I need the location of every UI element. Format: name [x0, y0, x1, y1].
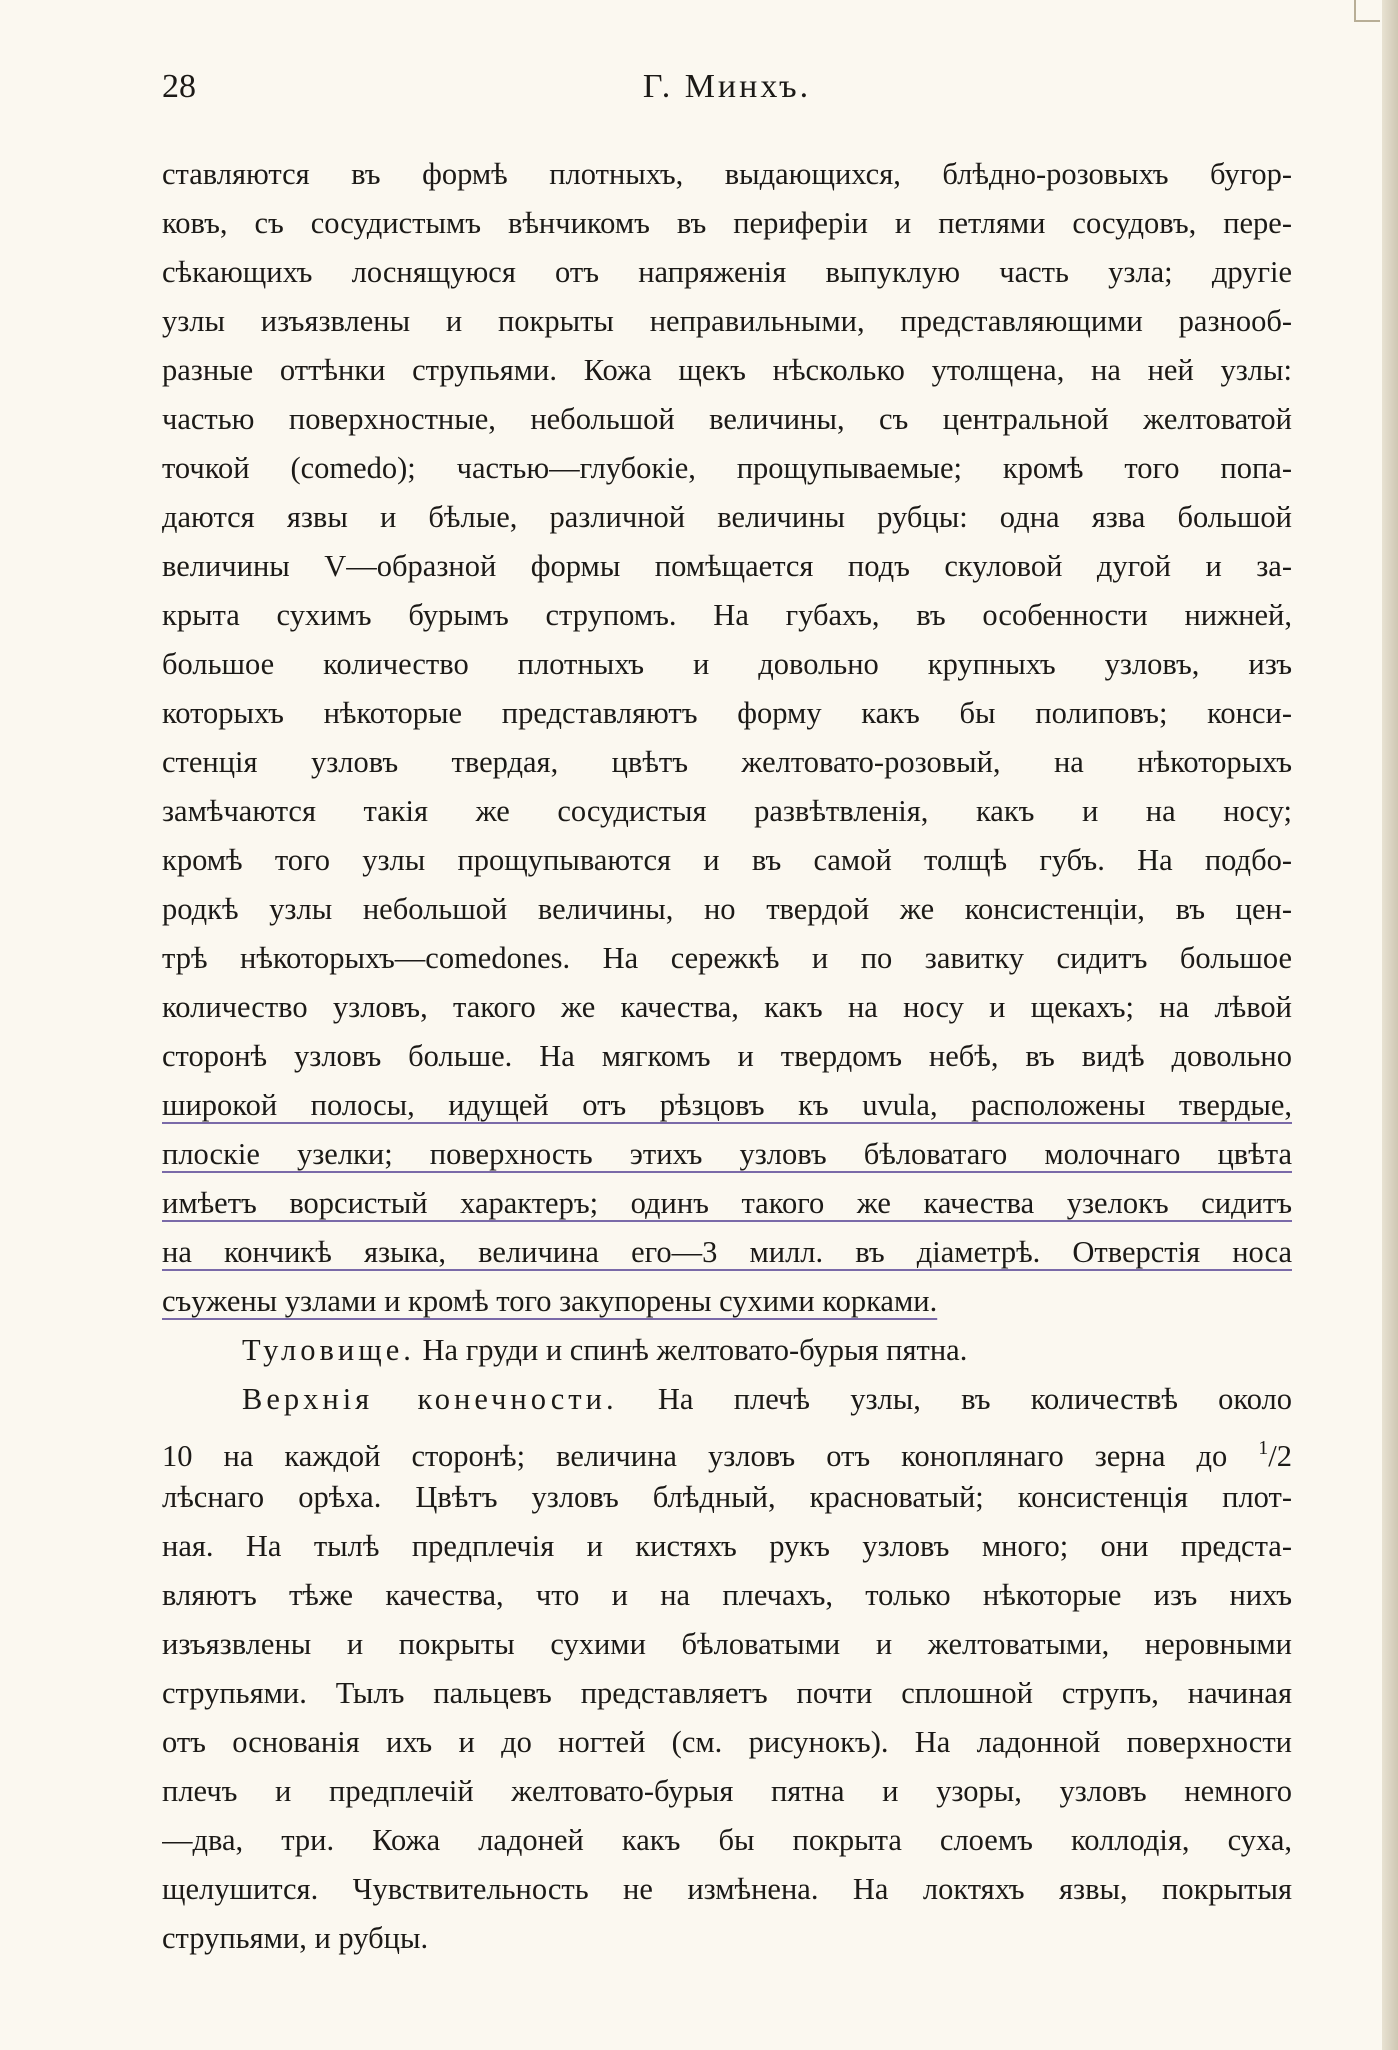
text-line: частью поверхностные, небольшой величины, съ центральной желтоватой: [162, 402, 1292, 436]
text-line: сѣкающихъ лоснящуюся отъ напряженія выпуклую часть узла; другіе: [162, 255, 1292, 289]
text-line-underlined: плоскіе узелки; поверхность этихъ узловъ бѣловатаго молочнаго цвѣта: [162, 1137, 1292, 1171]
text-line: крыта сухимъ бурымъ струпомъ. На губахъ, въ особенности нижней,: [162, 598, 1292, 632]
text-line-underlined: съужены узлами и кромѣ того закупорены сухими корками.: [162, 1284, 938, 1318]
text-line-underlined: широкой полосы, идущей отъ рѣзцовъ къ uvula, расположены твердые,: [162, 1088, 1292, 1122]
text-line: плечъ и предплечій желтовато-бурыя пятна и узоры, узловъ немного: [162, 1774, 1292, 1808]
text-line: струпьями. Тылъ пальцевъ представляетъ почти сплошной струпъ, начиная: [162, 1676, 1292, 1710]
text-line: изъязвлены и покрыты сухими бѣловатыми и желтоватыми, неровными: [162, 1627, 1292, 1661]
text-line: родкѣ узлы небольшой величины, но твердой же консистенціи, въ цен-: [162, 892, 1292, 926]
text-line: узлы изъязвлены и покрыты неправильными, представляющими разнооб-: [162, 304, 1292, 338]
text-line: стенція узловъ твердая, цвѣтъ желтовато-розовый, на нѣкоторыхъ: [162, 745, 1292, 779]
fraction-numerator: 1: [1258, 1437, 1269, 1459]
text-line: количество узловъ, такого же качества, какъ на носу и щекахъ; на лѣвой: [162, 990, 1292, 1024]
text-line: разные оттѣнки струпьями. Кожа щекъ нѣсколько утолщена, на ней узлы:: [162, 353, 1292, 387]
text-line-underlined: имѣетъ ворсистый характеръ; одинъ такого же качества узелокъ сидитъ: [162, 1186, 1292, 1220]
section-upper-limbs: [162, 1375, 1292, 1424]
running-head: Г. Минхъ.: [642, 68, 812, 105]
text-line: замѣчаются такія же сосудистыя развѣтвленія, какъ и на носу;: [162, 794, 1292, 828]
text-line: ставляются въ формѣ плотныхъ, выдающихся, блѣдно-розовыхъ бугор-: [162, 157, 1292, 191]
section-heading: Туловище.: [242, 1333, 415, 1367]
page-edge: [1382, 0, 1398, 2050]
section-text: На груди и спинѣ желтовато-бурыя пятна.: [422, 1333, 968, 1367]
section-heading: Верхнія конечности.: [242, 1382, 618, 1416]
fraction-denominator: /2: [1268, 1439, 1292, 1473]
text-line: кромѣ того узлы прощупываются и въ самой толщѣ губъ. На подбо-: [162, 843, 1292, 877]
text-line: точкой (comedo); частью—глубокіе, прощупываемые; кромѣ того попа-: [162, 451, 1292, 485]
text-line: даются язвы и бѣлые, различной величины рубцы: одна язва большой: [162, 500, 1292, 534]
page-header: [162, 68, 1292, 118]
text-line: [162, 1424, 1292, 1473]
text-line: отъ основанія ихъ и до ногтей (см. рисунокъ). На ладонной поверхности: [162, 1725, 1292, 1759]
body-text: [162, 150, 1292, 1963]
text-line: сторонѣ узловъ больше. На мягкомъ и твердомъ небѣ, въ видѣ довольно: [162, 1039, 1292, 1073]
text-line: большое количество плотныхъ и довольно крупныхъ узловъ, изъ: [162, 647, 1292, 681]
text-line: лѣснаго орѣха. Цвѣтъ узловъ блѣдный, красноватый; консистенція плот-: [162, 1480, 1292, 1514]
text-line: щелушится. Чувствительность не измѣнена. На локтяхъ язвы, покрытыя: [162, 1872, 1292, 1906]
text-line: величины V—образной формы помѣщается подъ скуловой дугой и за-: [162, 549, 1292, 583]
text-line: вляютъ тѣже качества, что и на плечахъ, только нѣкоторые изъ нихъ: [162, 1578, 1292, 1612]
text-line: которыхъ нѣкоторые представляютъ форму какъ бы полиповъ; конси-: [162, 696, 1292, 730]
section-text: На плечѣ узлы, въ количествѣ около: [657, 1382, 1292, 1416]
page-number: 28: [162, 68, 196, 105]
text-line: ковъ, съ сосудистымъ вѣнчикомъ въ перифepіи и петлями сосудовъ, пере-: [162, 206, 1292, 240]
text-line: —два, три. Кожа ладоней какъ бы покрыта слоемъ коллодія, суха,: [162, 1823, 1292, 1857]
page-corner-mark: [1354, 0, 1380, 22]
text-line: ная. На тылѣ предплечія и кистяхъ рукъ узловъ много; они предста-: [162, 1529, 1292, 1563]
text-line: трѣ нѣкоторыхъ—comedones. На сережкѣ и по завитку сидитъ большое: [162, 941, 1292, 975]
text-fragment: 10 на каждой сторонѣ; величина узловъ отъ коноплянаго зерна до: [162, 1439, 1259, 1473]
text-line-underlined: на кончикѣ языка, величина его—3 милл. въ діаметрѣ. Отверстія носа: [162, 1235, 1292, 1269]
text-line: струпьями, и рубцы.: [162, 1921, 429, 1955]
section-torso: [162, 1326, 1292, 1375]
